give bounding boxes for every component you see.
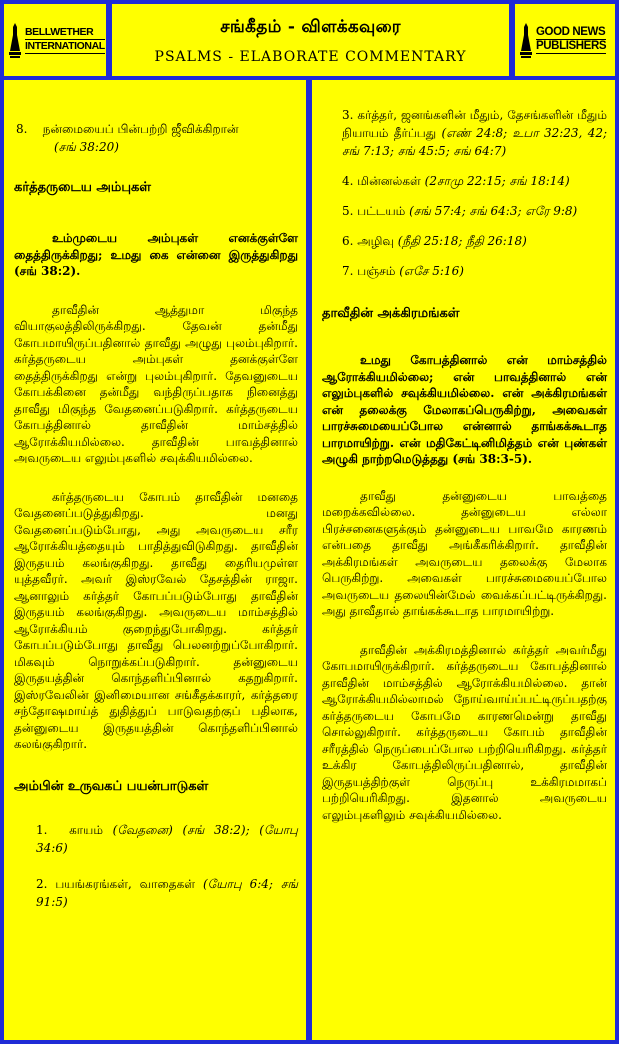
good-news-logo-box (515, 4, 615, 76)
list-item-text: பஞ்சம் (357, 264, 396, 278)
left-logo-line-1: BELLWETHER (25, 26, 105, 40)
list-item-ref: (வேதனை) (சங் 38:2); (யோபு 34:6) (36, 822, 298, 855)
page-header (112, 4, 509, 76)
paragraph: தாவீதின் அக்கிரமத்தினால் கர்த்தர் அவர்மீது கோபமாயிருக்கிறார். கர்த்தருடைய கோபத்தினால் தாவீதின் மாம்சத்தில் ஆரோக்கியமில்லை. தான் ஆரோக்கியமில்லாமல் நோய்வாய்ப்பட்டிருப்பதற்கு கர்த்தருடைய கோபமே காரணமென்று தாவீது சொல்லுகிறார். கர்த்தருடைய கோபம் தாவீதின் சரீரத்தில் நெருப்பைப்போல பற்றியெரிகிறது. கர்த்தர் உக்கிர கோபத்திலிருப்பதினால், தாவீதின் இருதயத்திற்குள் நெருப்பு உக்கிரமமாகப் பற்றியெரிகிறது. இதனால் அவருடைய எலும்புகளிலும் சவுக்கியமில்லை. (322, 642, 607, 822)
list-item (322, 202, 607, 220)
list-item-number: 5. (342, 204, 354, 218)
bell-icon (519, 20, 533, 60)
list-item (322, 262, 607, 280)
list-item-number: 4. (342, 174, 354, 188)
section-heading: கர்த்தருடைய அம்புகள் (14, 180, 152, 195)
list-item-text: காயம் (69, 822, 103, 837)
bellwether-logo-box (4, 4, 106, 76)
right-logo-line-2: PUBLISHERS (536, 40, 607, 52)
page-title-english: PSALMS - ELABORATE COMMENTARY (154, 49, 467, 65)
list-item-number: 7. (342, 264, 354, 278)
list-item (14, 120, 298, 156)
list-item (14, 875, 298, 911)
list-item-number: 1. (36, 822, 48, 837)
list-item-number: 2. (36, 876, 48, 891)
left-logo-line-2: INTERNATIONAL (25, 40, 105, 52)
list-item (322, 106, 607, 160)
list-item-text: 8. நன்மையைப் பின்பற்றி ஜீவிக்கிறான் (16, 122, 239, 136)
list-item-text: பட்டயம் (357, 204, 406, 218)
list-item-ref: (எசே 5:16) (399, 264, 464, 278)
right-logo-line-1: GOOD NEWS (536, 26, 606, 38)
list-item-text: கர்த்தர், ஜனங்களின் மீதும், தேசங்களின் மீதும் நியாயம் தீர்ப்பது (342, 108, 607, 140)
good-news-logo (515, 4, 615, 76)
list-item-number: 6. (342, 234, 354, 248)
list-item-ref: (யோபு 6:4; சங் 91:5) (36, 876, 298, 909)
list-item-text: மின்னல்கள் (357, 174, 421, 188)
list-item (322, 172, 607, 190)
list-item (14, 821, 298, 857)
list-item-text: பயங்கரங்கள், வாதைகள் (55, 876, 196, 891)
bell-icon (8, 20, 22, 60)
list-item-text: அழிவு (357, 234, 394, 248)
page-title-tamil: சங்கீதம் - விளக்கவுரை (220, 17, 401, 37)
scripture-quote: உம்முடைய அம்புகள் எனக்குள்ளே தைத்திருக்கிறது; உமது கை என்னை இருத்துகிறது (சங் 38:2). (14, 231, 298, 278)
list-item-ref: (நீதி 25:18; நீதி 26:18) (397, 234, 527, 248)
list-item (322, 232, 607, 250)
list-item-ref: (2சாமு 22:15; சங் 18:14) (424, 174, 570, 188)
left-column (4, 80, 306, 1040)
list-item-ref: (எண் 24:8; உபா 32:23, 42; சங் 7:13; சங் 45:5; சங் 64:7) (342, 126, 608, 158)
list-item-ref: (சங் 57:4; சங் 64:3; எரே 9:8) (409, 204, 578, 218)
scripture-quote: உமது கோபத்தினால் என் மாம்சத்தில் ஆரோக்கியமில்லை; என் பாவத்தினால் என் எலும்புகளில் சவுக்கியமில்லை. என் அக்கிரமங்கள் என் தலைக்கு மேலாகப்பெருகிற்று, அவைகள் பாரச்சுமையைப்போல என்னால் தாங்கக்கூடாத பாரமாயிற்று. என் மதிகேட்டினிமித்தம் என் புண்கள் அழுகி நாற்றமெடுத்தது (சங் 38:3-5). (322, 353, 607, 466)
paragraph: கர்த்தருடைய கோபம் தாவீதின் மனதை வேதனைப்படுத்துகிறது. மனது வேதனைப்படும்போது, அது அவருடைய சரீர ஆரோக்கியத்தையும் பாதித்துவிடுகிறது. தாவீதின் இருதயம் கலங்குகிறது. தாவீது தைரியமுள்ள யுத்தவீரர். அவர் இஸ்ரவேல் தேசத்தின் ராஜா. ஆனாலும் கர்த்தர் கோபப்படும்போது தாவீதின் இருதயம் கலங்குகிறது. அவருடைய மாம்சத்தில் ஆரோக்கியம் குறைந்துபோகிறது. கர்த்தர் கோபப்படும்போது தாவீது பெலனற்றுப்போகிறார். மிகவும் நொறுக்கப்படுகிறார். தன்னுடைய இருதயத்தின் கொந்தளிப்பினால் கதறுகிறார். இஸ்ரவேலின் இனிமையான சங்கீதக்காரர், கர்த்தரை சந்தோஷமாய்த் துதித்துப் பாடுவதற்குப் பதிலாக, தன்னுடைய இருதயத்தின் கொந்தளிப்பினால் கலங்குகிறார். (14, 489, 298, 751)
section-heading: தாவீதின் அக்கிரமங்கள் (322, 306, 460, 321)
bellwether-logo (4, 4, 106, 76)
list-item-ref: (சங் 38:20) (54, 140, 119, 154)
right-column (312, 80, 615, 1040)
section-heading: அம்பின் உருவகப் பயன்பாடுகள் (14, 778, 209, 794)
paragraph: தாவீதின் ஆத்துமா மிகுந்த வியாகுலத்திலிருக்கிறது. தேவன் தன்மீது கோபமாயிருப்பதினால் தாவீது அழுது புலம்புகிறார். கர்த்தருடைய அம்புகள் தனக்குள்ளே தைத்திருக்கிறது என்று புலம்புகிறார். தேவனுடைய கோபக்கினை தன்மீது வந்திருப்பதாக நினைத்து தாவீது மிகுந்த வேதனைப்படுகிறார். கர்த்தருடைய கோபத்தினால் தாவீதின் மாம்சத்தில் ஆரோக்கியமில்லை. தாவீதின் பாவத்தினால் அவருடைய எலும்புகளில் சவுக்கியமில்லை. (14, 302, 298, 465)
paragraph: தாவீது தன்னுடைய பாவத்தை மறைக்கவில்லை. தன்னுடைய எல்லா பிரச்சனைகளுக்கும் தன்னுடைய பாவமே காரணம் என்பதை தாவீது அங்கீகரிக்கிறார். தாவீதின் அக்கிரமங்கள் அவருடைய தலைக்கு மேலாக பெருகிற்று. அவைகள் பாரச்சுமையைப்போல அவருடைய தலையின்மேல் வைக்கப்பட்டிருக்கிறது. அது தாவீதால் தாங்கக்கூடாத பாரமாயிற்று. (322, 488, 607, 618)
list-item-number: 3. (342, 108, 354, 122)
